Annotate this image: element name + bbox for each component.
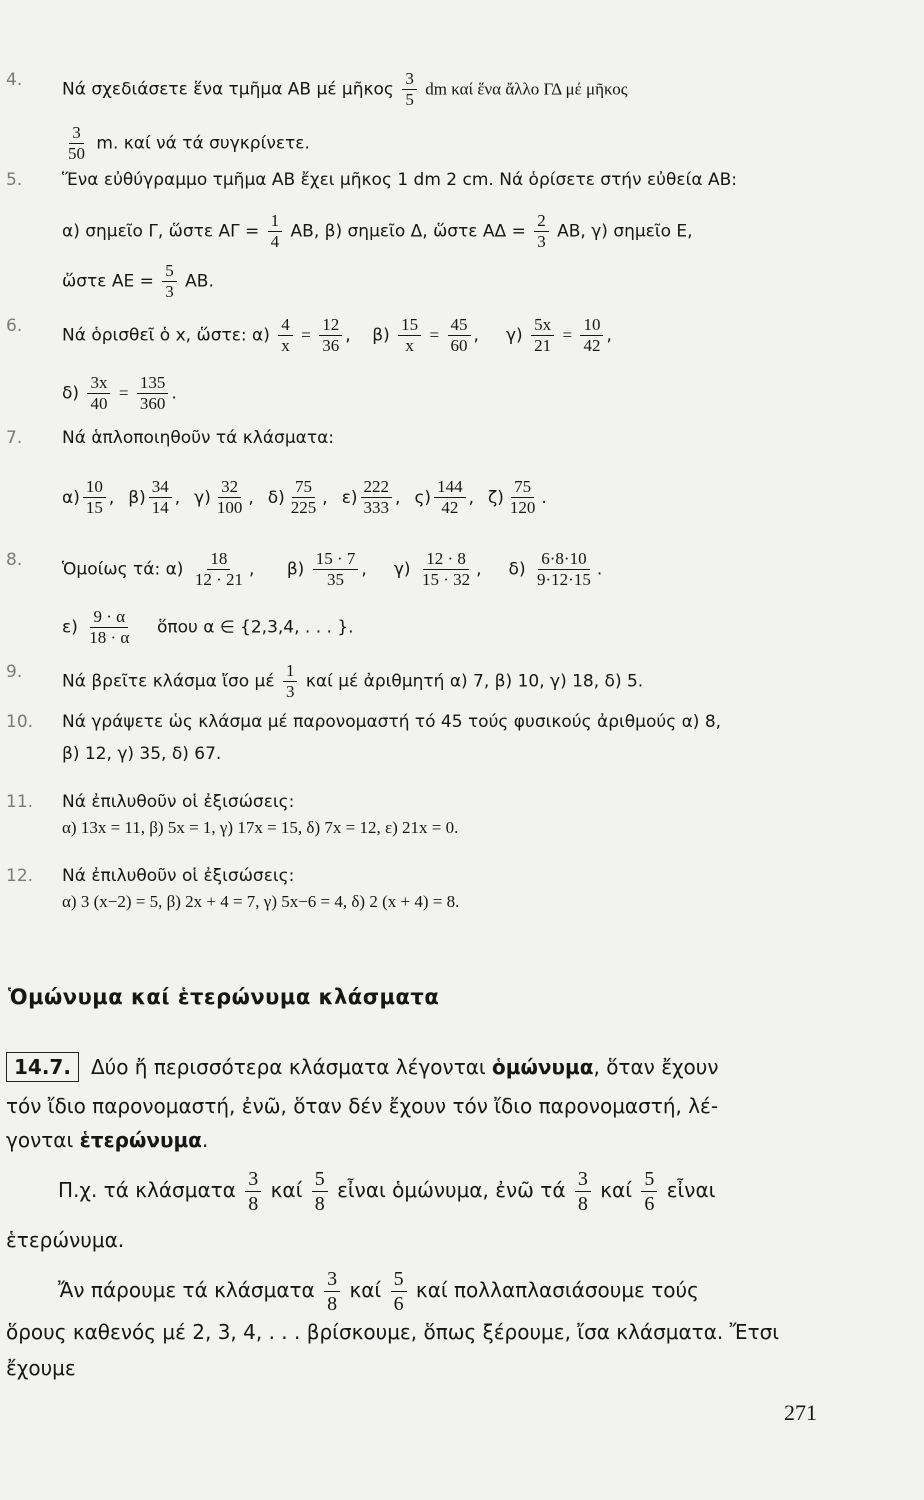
fraction: $\frac{5}{8}$ xyxy=(312,1168,328,1215)
text: εἶναι xyxy=(666,1178,716,1202)
fraction: $\frac{3}{5}$ xyxy=(402,70,417,109)
text: Ἄν πάρουμε τά κλάσματα xyxy=(58,1278,315,1302)
text: καί xyxy=(349,1278,382,1302)
text: Νά ἐπιλυθοῦν οἱ ἐξισώσεις: xyxy=(62,792,295,812)
text: Νά γράψετε ὡς κλάσμα μέ παρονομαστή τό 45 τούς φυσικούς ἀριθμούς α) 8, xyxy=(62,712,722,732)
fraction: $\frac{6\cdot 8\cdot 10}{9\cdot 12\cdot 15}$ xyxy=(537,549,591,589)
fraction: $\frac{18}{12 \cdot 21}$ xyxy=(194,549,243,589)
fraction: $\frac{15 \cdot 7}{35}$ xyxy=(313,550,359,589)
label: δ) xyxy=(62,383,80,404)
fraction: $\frac{2}{3}$ xyxy=(534,212,549,251)
fraction: $\frac{32}{100}$ xyxy=(216,477,243,517)
fraction: $\frac{3x}{40}$ xyxy=(87,374,110,413)
text: α) 3 (x−2) = 5, β) 2x + 4 = 7, γ) 5x−6 = 4, δ) 2 (x + 4) = 8. xyxy=(62,892,460,911)
text: ὅπου α ∈ {2,3,4, . . . }. xyxy=(156,617,354,638)
exercise-number: 5. xyxy=(6,170,23,190)
text: Νά ἁπλοποιηθοῦν τά κλάσματα: xyxy=(62,428,335,448)
fraction: $\frac{222}{333}$ xyxy=(361,478,393,517)
bleed-through xyxy=(540,44,545,63)
fraction: $\frac{45}{60}$ xyxy=(448,316,471,355)
text: εἶναι ὁμώνυμα, ἐνῶ τά xyxy=(337,1178,566,1202)
fraction: $\frac{1}{3}$ xyxy=(283,662,298,701)
label: δ) xyxy=(267,487,285,508)
text: Νά ἐπιλυθοῦν οἱ ἐξισώσεις: xyxy=(62,866,295,886)
text: ἑτερώνυμα. xyxy=(6,1228,125,1252)
fraction: $\frac{1}{4}$ xyxy=(268,212,283,251)
fraction: $\frac{10}{15}$ xyxy=(83,478,106,517)
text: τόν ἴδιο παρονομαστή, ἐνῶ, ὅταν δέν ἔχουν τόν ἴδιο παρονομαστή, λέ- xyxy=(6,1094,719,1118)
exercise-number: 6. xyxy=(6,316,23,336)
fraction: $\frac{3}{8}$ xyxy=(245,1168,261,1215)
text: Δύο ἤ περισσότερα κλάσματα λέγονται xyxy=(90,1055,486,1079)
text: , ὅταν ἔχουν xyxy=(593,1055,719,1079)
label: γ) xyxy=(393,559,411,580)
fraction-list xyxy=(62,478,561,517)
text: καί μέ ἀριθμητή α) 7, β) 10, γ) 18, δ) 5. xyxy=(305,671,644,692)
text: dm καί ἕνα ἄλλο ΓΔ μέ μῆκος xyxy=(425,79,628,99)
fraction: $\frac{4}{x}$ xyxy=(278,316,293,355)
text: Π.χ. τά κλάσματα xyxy=(58,1178,236,1202)
fraction: $\frac{144}{42}$ xyxy=(434,478,466,517)
label: ς) xyxy=(414,487,432,508)
exercise-number: 11. xyxy=(6,792,34,812)
fraction-item: α) $\frac{10}{15}$ , xyxy=(62,477,115,517)
text: α) σημεῖο Γ, ὥστε ΑΓ = xyxy=(62,221,260,242)
label: β) xyxy=(286,559,305,580)
text: ὥστε ΑΕ = xyxy=(62,271,154,292)
text: ΑΒ, γ) σημεῖο Ε, xyxy=(557,221,693,242)
exercise-number: 10. xyxy=(6,712,34,732)
exercise-number: 4. xyxy=(6,70,23,90)
label: β) xyxy=(372,325,390,346)
fraction: $\frac{15}{x}$ xyxy=(398,316,421,355)
fraction: $\frac{5}{6}$ xyxy=(391,1268,407,1315)
text: ὅρους καθενός μέ 2, 3, 4, . . . βρίσκουμε, ὅπως ξέρουμε, ἴσα κλάσματα. Ἔτσι xyxy=(6,1320,780,1344)
fraction: $\frac{3}{8}$ xyxy=(575,1168,591,1215)
exercise-number: 9. xyxy=(6,662,23,682)
text: ἔχουμε xyxy=(6,1356,76,1380)
fraction: $\frac{9 \cdot \alpha}{18 \cdot \alpha}$ xyxy=(89,607,130,647)
fraction-item: δ) $\frac{75}{225}$ , xyxy=(267,477,328,517)
fraction-item: ε) $\frac{222}{333}$ , xyxy=(341,477,401,517)
fraction-item: ς) $\frac{144}{42}$ , xyxy=(414,477,474,517)
fraction: $\frac{75}{225}$ xyxy=(290,477,317,517)
exercise-number: 12. xyxy=(6,866,34,886)
label: γ) xyxy=(194,487,211,508)
text: γονται xyxy=(6,1128,74,1152)
fraction: $\frac{10}{42}$ xyxy=(580,316,603,355)
page-number: 271 xyxy=(784,1400,817,1425)
fraction-item: γ) $\frac{32}{100}$ , xyxy=(194,477,254,517)
text: Ἕνα εὐθύγραμμο τμῆμα ΑΒ ἔχει μῆκος 1 dm 2 cm. Νά ὁρίσετε στήν εὐθεία ΑΒ: xyxy=(62,170,737,190)
fraction: $\frac{75}{120}$ xyxy=(509,477,536,517)
label: β) xyxy=(128,487,146,508)
fraction-item: ζ) $\frac{75}{120}$ . xyxy=(487,477,547,517)
text: καί πολλαπλασιάσουμε τούς xyxy=(415,1278,699,1302)
label: ε) xyxy=(341,487,358,508)
text: . xyxy=(201,1128,209,1152)
text: α) 13x = 11, β) 5x = 1, γ) 17x = 15, δ) 7x = 12, ε) 21x = 0. xyxy=(62,818,459,837)
text: Νά ὁρισθεῖ ὁ x, ὥστε: α) xyxy=(62,325,270,346)
label: ζ) xyxy=(487,487,504,508)
fraction-item: β) $\frac{34}{14}$ , xyxy=(128,477,181,517)
fraction: $\frac{135}{360}$ xyxy=(137,374,169,413)
fraction: $\frac{3}{8}$ xyxy=(324,1268,340,1315)
fraction: $\frac{3}{50}$ xyxy=(68,123,85,163)
exercise-number: 8. xyxy=(6,550,23,570)
label: γ) xyxy=(505,325,523,346)
section-title: Ὁμώνυμα καί ἑτερώνυμα κλάσματα xyxy=(8,985,440,1009)
text: m. καί νά τά συγκρίνετε. xyxy=(96,133,310,154)
label: α) xyxy=(62,487,80,508)
textbook-page: 4. Νά σχεδιάσετε ἕνα τμῆμα ΑΒ μέ μῆκος $\frac{3}{5}$ dm καί ἕνα ἄλλο ΓΔ μέ μῆκος $\frac{3}{50}$ m. καί νά τά συγκρίνετε. 5. Ἕνα εὐθύγραμμο τμῆμα ΑΒ ἔχει μῆκος 1 dm 2 cm. Νά ὁρίσετε στήν εὐθεία ΑΒ: α) σημεῖο Γ, ὥστε ΑΓ = $\frac{1}{4}$ ΑΒ, β) σημεῖο Δ, ὥστε ΑΔ = $\frac{2}{3}$ ΑΒ, γ) σημεῖο Ε, ὥστε ΑΕ = $\frac{5}{3}$ ΑΒ. 6. Νά ὁρισθεῖ ὁ x, ὥστε: α) $\frac{4}{x}$ = $\frac{12}{36}$ , β) $\frac{15}{x}$ = $\frac{45}{60}$ , γ) $\frac{5x}{21}$ = $\frac{10}{42}$ , δ) $\frac{3x}{40}$ = $\frac{135}{360}$ . 7. Νά ἁπλοποιηθοῦν τά κλάσματα: α) $\frac{10}{15}$ , β) $\frac{34}{14}$ , γ) $\frac{32}{100}$ , δ) $\frac{75}{225}$ , ε) $\frac{222}{333}$ , ς) $\frac{144}{42}$ , ζ) $\frac{75}{120}$ . 8. Ὁμοίως τά: α) $\frac{18}{12 \cdot 21}$ , β) $\frac{15 \cdot 7}{35}$ , γ) $\frac{12 \cdot 8}{15 \cdot 32}$ , δ) $\frac{6\cdot 8\cdot 10}{9\cdot 12\cdot 15}$ . ε) $\frac{9 \cdot \alpha}{18 \cdot \alpha}$ ὅπου α ∈ {2,3,4, . . . }. 9. Νά βρεῖτε κλάσμα ἴσο μέ $\frac{1}{3}$ καί μέ ἀριθμητή α) 7, β) 10, γ) 18, δ) 5. 10. Νά γράψετε ὡς κλάσμα μέ παρονομαστή τό 45 τούς φυσικούς ἀριθμούς α) 8, β) 12, γ) 35, δ) 67. 11. Νά ἐπιλυθοῦν οἱ ἐξισώσεις: α) 13x = 11, β) 5x = 1, γ) 17x = 15, δ) 7x = 12, ε) 21x = 0. 12. Νά ἐπιλυθοῦν οἱ ἐξισώσεις: α) 3 (x−2) = 5, β) 2x + 4 = 7, γ) 5x−6 = 4, δ) 2 (x + 4) = 8. Ὁμώνυμα καί ἑτερώνυμα κλάσματα 14.7. Δύο ἤ περισσότερα κλάσματα λέγονται ὁμώνυμα, ὅταν ἔχουν τόν ἴδιο παρονομαστή, ἐνῶ, ὅταν δέν ἔχουν τόν ἴδιο παρονομαστή, λέ- γονται ἑτερώνυμα. Π.χ. τά κλάσματα $\frac{3}{8}$ καί $\frac{5}{8}$ εἶναι ὁμώνυμα, ἐνῶ τά $\frac{3}{8}$ καί $\frac{5}{6}$ εἶναι ἑτερώνυμα. Ἄν πάρουμε τά κλάσματα $\frac{3}{8}$ καί $\frac{5}{6}$ καί πολλαπλασιάσουμε τούς ὅρους καθενός μέ 2, 3, 4, . . . βρίσκουμε, ὅπως ξέρουμε, ἴσα κλάσματα. Ἔτσι ἔχουμε 271 xyxy=(0,0,924,1500)
text: Ὁμοίως τά: α) xyxy=(62,559,184,580)
text: ΑΒ. xyxy=(185,271,214,292)
term-heteronymous: ἑτερώνυμα xyxy=(79,1128,202,1152)
fraction: $\frac{12}{36}$ xyxy=(319,316,342,355)
exercise-number: 7. xyxy=(6,428,23,448)
text: β) 12, γ) 35, δ) 67. xyxy=(62,744,222,764)
text: Νά σχεδιάσετε ἕνα τμῆμα ΑΒ μέ μῆκος xyxy=(62,79,394,100)
fraction: $\frac{12 \cdot 8}{15 \cdot 32}$ xyxy=(421,549,471,589)
term-homonymous: ὁμώνυμα xyxy=(492,1055,594,1079)
section-number-badge: 14.7. xyxy=(6,1052,79,1082)
text: Νά βρεῖτε κλάσμα ἴσο μέ xyxy=(62,671,275,692)
text: ΑΒ, β) σημεῖο Δ, ὥστε ΑΔ = xyxy=(290,221,526,242)
fraction: $\frac{34}{14}$ xyxy=(149,478,172,517)
text: καί xyxy=(270,1178,303,1202)
text: καί xyxy=(600,1178,632,1202)
fraction: $\frac{5x}{21}$ xyxy=(531,316,554,355)
label: δ) xyxy=(508,559,526,580)
fraction: $\frac{5}{3}$ xyxy=(162,262,177,301)
fraction: $\frac{5}{6}$ xyxy=(641,1168,657,1215)
label: ε) xyxy=(62,617,78,638)
